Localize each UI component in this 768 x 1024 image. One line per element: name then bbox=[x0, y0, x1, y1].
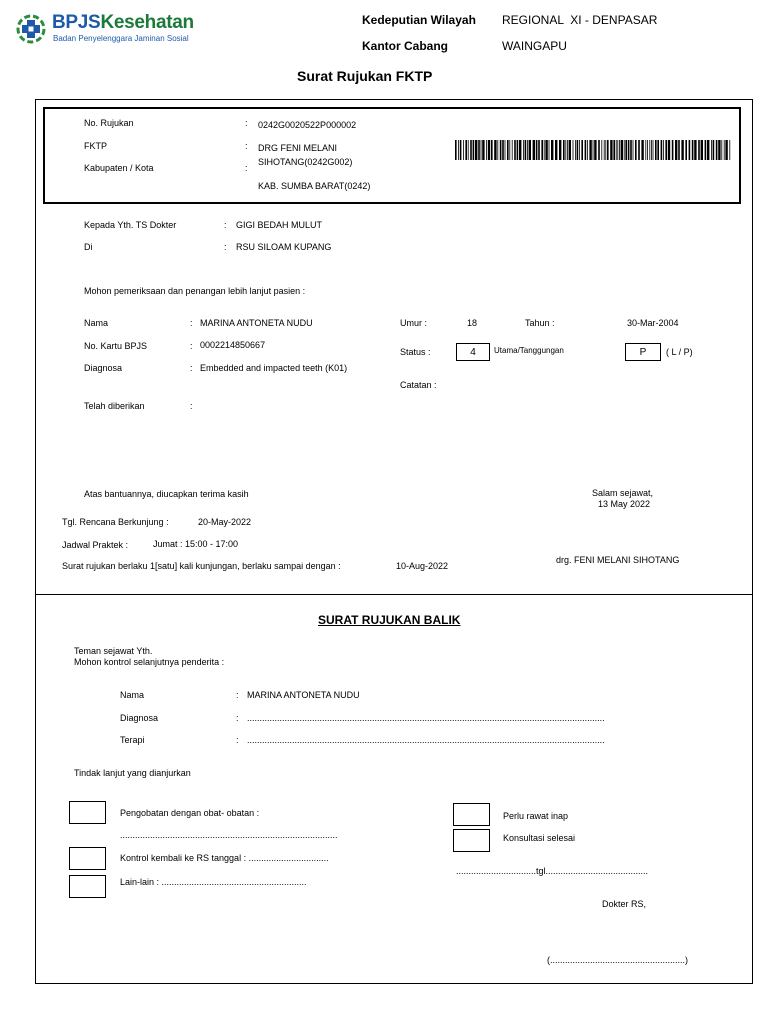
checkbox-lain[interactable] bbox=[69, 875, 106, 898]
no-rujukan-colon: : bbox=[245, 118, 248, 128]
balik-nama-value: MARINA ANTONETA NUDU bbox=[247, 690, 360, 700]
wilayah-label: Kedeputian Wilayah bbox=[362, 13, 476, 27]
catatan-label: Catatan : bbox=[400, 380, 437, 390]
umur-label: Umur : bbox=[400, 318, 427, 328]
kabupaten-label: Kabupaten / Kota bbox=[84, 163, 154, 173]
di-label: Di bbox=[84, 242, 93, 252]
balik-nama-colon: : bbox=[236, 690, 239, 700]
opt-konsultasi-label: Konsultasi selesai bbox=[503, 833, 576, 843]
document-title: Surat Rujukan FKTP bbox=[297, 68, 433, 84]
opt-kontrol-label: Kontrol kembali ke RS tanggal : ................................ bbox=[120, 853, 329, 863]
status-box: 4 bbox=[456, 343, 490, 361]
jadwal-label: Jadwal Praktek : bbox=[62, 540, 129, 550]
balik-greeting-1: Teman sejawat Yth. bbox=[74, 646, 153, 656]
request-text: Mohon pemeriksaan dan penangan lebih lanjut pasien : bbox=[84, 286, 306, 296]
berlaku-value: 10-Aug-2022 bbox=[396, 561, 449, 571]
tahun-value: 30-Mar-2004 bbox=[627, 318, 679, 328]
fktp-label: FKTP bbox=[84, 141, 108, 151]
rencana-value: 20-May-2022 bbox=[198, 517, 252, 527]
diberikan-colon: : bbox=[190, 401, 193, 411]
balik-title: SURAT RUJUKAN BALIK bbox=[318, 613, 461, 627]
fktp-value-line2: SIHOTANG(0242G002) bbox=[258, 157, 353, 167]
kartu-label: No. Kartu BPJS bbox=[84, 341, 148, 351]
bpjs-emblem-icon bbox=[16, 14, 46, 44]
doctor-name: drg. FENI MELANI SIHOTANG bbox=[556, 555, 680, 565]
dokter-rs-label: Dokter RS, bbox=[602, 899, 647, 909]
section-divider bbox=[35, 594, 753, 595]
tahun-label: Tahun : bbox=[525, 318, 555, 328]
cabang-label: Kantor Cabang bbox=[362, 39, 449, 53]
opt-rawat-label: Perlu rawat inap bbox=[503, 811, 569, 821]
wilayah-value: REGIONAL XI - DENPASAR bbox=[502, 13, 658, 27]
tgl-line: ................................tgl......................................... bbox=[456, 866, 649, 876]
checkbox-konsultasi[interactable] bbox=[453, 829, 490, 852]
balik-greeting-2: Mohon kontrol selanjutnya penderita : bbox=[74, 657, 225, 667]
balik-terapi-colon: : bbox=[236, 735, 239, 745]
fktp-colon: : bbox=[245, 141, 248, 151]
fktp-value-line1: DRG FENI MELANI bbox=[258, 143, 338, 153]
patient-diagnosa-label: Diagnosa bbox=[84, 363, 123, 373]
tindak-label: Tindak lanjut yang dianjurkan bbox=[74, 768, 191, 778]
balik-diagnosa-colon: : bbox=[236, 713, 239, 723]
diberikan-label: Telah diberikan bbox=[84, 401, 145, 411]
referral-frame bbox=[35, 99, 753, 984]
patient-nama-label: Nama bbox=[84, 318, 109, 328]
kartu-value: 0002214850667 bbox=[200, 340, 266, 350]
patient-nama-value: MARINA ANTONETA NUDU bbox=[200, 318, 313, 328]
balik-terapi-label: Terapi bbox=[120, 735, 145, 745]
rencana-label: Tgl. Rencana Berkunjung : bbox=[62, 517, 169, 527]
barcode-image bbox=[455, 140, 731, 160]
bpjs-logo bbox=[16, 12, 194, 46]
patient-nama-colon: : bbox=[190, 318, 193, 328]
gender-options: ( L / P) bbox=[666, 347, 693, 357]
kepada-label: Kepada Yth. TS Dokter bbox=[84, 220, 177, 230]
patient-diagnosa-value: Embedded and impacted teeth (K01) bbox=[200, 363, 348, 373]
logo-subtitle: Badan Penyelenggara Jaminan Sosial bbox=[53, 34, 189, 43]
no-rujukan-label: No. Rujukan bbox=[84, 118, 134, 128]
umur-value: 18 bbox=[467, 318, 478, 328]
balik-nama-label: Nama bbox=[120, 690, 145, 700]
opt-lain-label: Lain-lain : .......................................................... bbox=[120, 877, 307, 887]
salam-text: Salam sejawat, bbox=[592, 488, 654, 498]
logo-brand-bpjs: BPJS bbox=[52, 12, 101, 33]
checkbox-rawat-inap[interactable] bbox=[453, 803, 490, 826]
thanks-text: Atas bantuannya, diucapkan terima kasih bbox=[84, 489, 249, 499]
kabupaten-value: KAB. SUMBA BARAT(0242) bbox=[258, 181, 371, 191]
checkbox-kontrol[interactable] bbox=[69, 847, 106, 870]
status-label: Status : bbox=[400, 347, 431, 357]
checkbox-obat[interactable] bbox=[69, 801, 106, 824]
gender-box: P bbox=[625, 343, 661, 361]
patient-diagnosa-colon: : bbox=[190, 363, 193, 373]
di-value: RSU SILOAM KUPANG bbox=[236, 242, 332, 252]
kabupaten-colon: : bbox=[245, 163, 248, 173]
opt-obat-label: Pengobatan dengan obat- obatan : bbox=[120, 808, 260, 818]
logo-brand-kesehatan: Kesehatan bbox=[100, 12, 194, 33]
kepada-colon: : bbox=[224, 220, 227, 230]
status-desc: Utama/Tanggungan bbox=[494, 346, 564, 355]
balik-diagnosa-label: Diagnosa bbox=[120, 713, 159, 723]
berlaku-text: Surat rujukan berlaku 1[satu] kali kunjungan, berlaku sampai dengan : bbox=[62, 561, 341, 571]
no-rujukan-value: 0242G0020522P000002 bbox=[258, 120, 357, 130]
cabang-value: WAINGAPU bbox=[502, 39, 567, 53]
salam-date: 13 May 2022 bbox=[598, 499, 651, 509]
opt-obat-dots: ....................................................................................... bbox=[120, 830, 338, 840]
signature-line: (......................................................) bbox=[547, 955, 689, 965]
balik-diagnosa-dots: ............................................................................................................................................... bbox=[247, 713, 605, 723]
kartu-colon: : bbox=[190, 341, 193, 351]
kepada-value: GIGI BEDAH MULUT bbox=[236, 220, 323, 230]
balik-terapi-dots: ............................................................................................................................................... bbox=[247, 735, 605, 745]
jadwal-value: Jumat : 15:00 - 17:00 bbox=[153, 539, 239, 549]
di-colon: : bbox=[224, 242, 227, 252]
